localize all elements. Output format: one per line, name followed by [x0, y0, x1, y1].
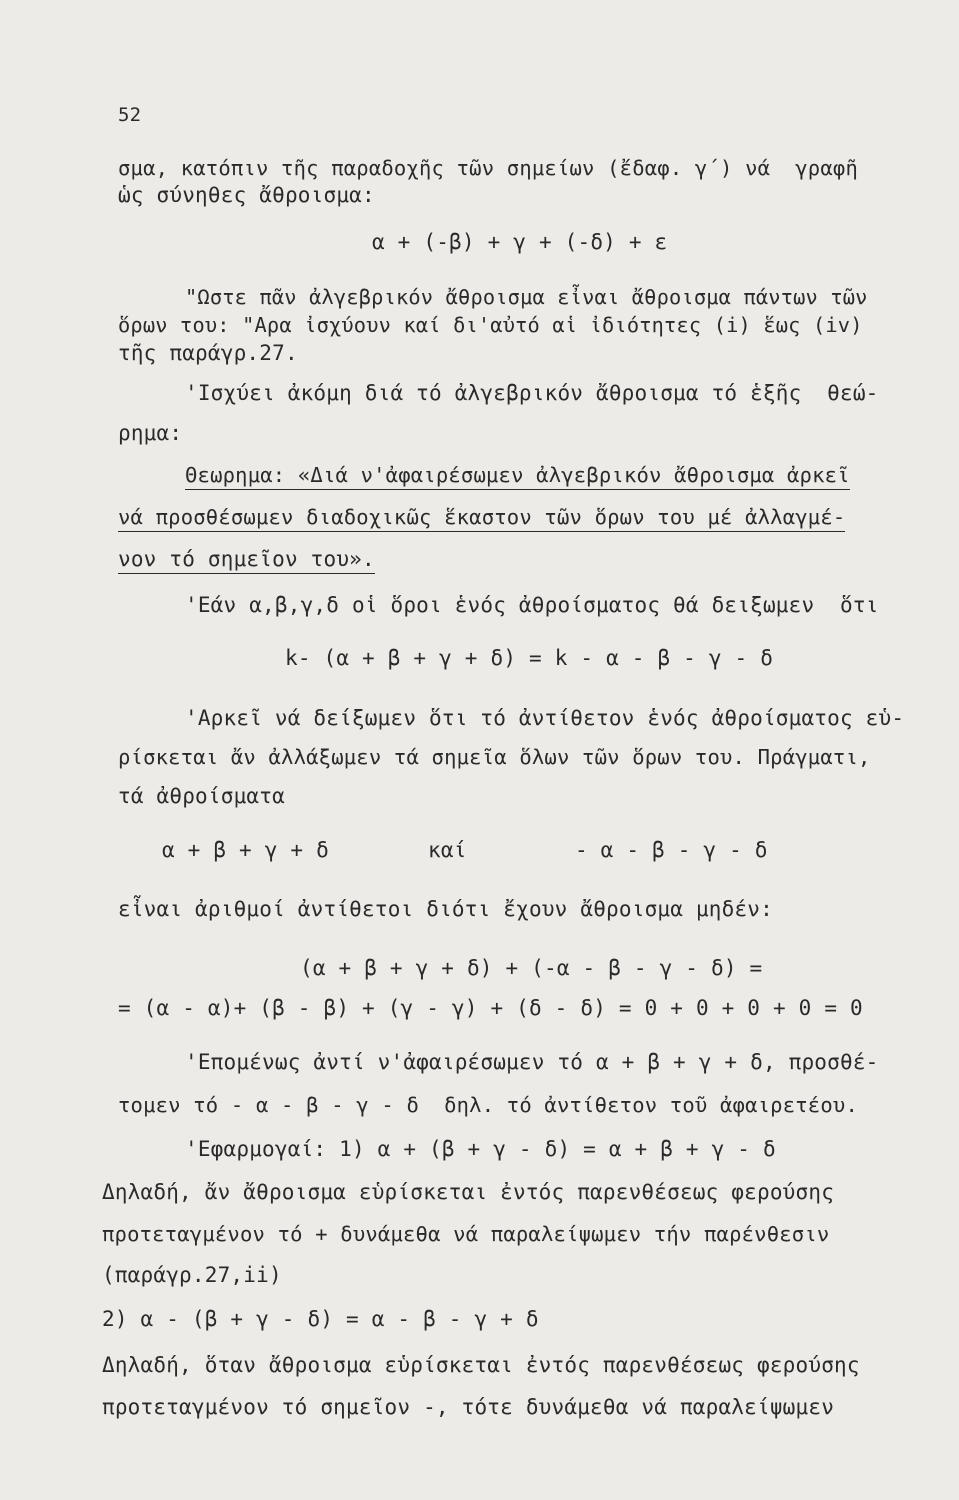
equation-line: (α + β + γ + δ) + (-α - β - γ - δ) =	[300, 956, 763, 980]
text-line: Δηλαδή, ἄν ἄθροισμα εὑρίσκεται ἐντός παρενθέσεως φερούσης	[102, 1180, 835, 1204]
equation-line: α + (-β) + γ + (-δ) + ε	[372, 230, 668, 254]
text-line: ὡς σύνηθες ἄθροισμα:	[118, 183, 375, 207]
theorem-line: νά προσθέσωμεν διαδοχικῶς ἕκαστον τῶν ὅρων του μέ ἀλλαγμέ-	[118, 505, 845, 532]
text-line: (παράγρ.27,ii)	[102, 1263, 282, 1287]
equation-line: = (α - α)+ (β - β) + (γ - γ) + (δ - δ) = 0 + 0 + 0 + 0 = 0	[118, 996, 863, 1020]
text-line: 'Επομένως ἀντί ν'ἀφαιρέσωμεν τό α + β + γ + δ, προσθέ-	[185, 1050, 879, 1074]
equation-word: καί	[428, 838, 467, 862]
text-line: τά ἀθροίσματα	[118, 784, 285, 808]
text-line: ρημα:	[118, 421, 183, 445]
theorem-line: Θεωρημα: «Διά ν'ἀφαιρέσωμεν ἀλγεβρικόν ἄθροισμα ἀρκεῖ	[185, 463, 850, 490]
text-line: προτεταγμένον τό σημεῖον -, τότε δυνάμεθα νά παραλείψωμεν	[102, 1395, 835, 1419]
equation-line: α + β + γ + δ	[162, 838, 329, 862]
text-line: τῆς παράγρ.27.	[118, 341, 298, 365]
text-line: ὅρων του: "Αρα ἰσχύουν καί δι'αὐτό αἱ ἰδιότητες (i) ἕως (iv)	[118, 313, 863, 337]
theorem-line: νον τό σημεῖον του».	[118, 547, 375, 574]
text-line: 'Εφαρμογαί: 1) α + (β + γ - δ) = α + β + γ - δ	[185, 1137, 776, 1161]
text-line: τομεν τό - α - β - γ - δ δηλ. τό ἀντίθετον τοῦ ἀφαιρετέου.	[118, 1093, 858, 1117]
equation-line: k- (α + β + γ + δ) = k - α - β - γ - δ	[285, 646, 774, 670]
text-line: 'Εάν α,β,γ,δ οἱ ὅροι ἑνός ἀθροίσματος θά δειξωμεν ὅτι	[185, 593, 879, 617]
text-line: "Ωστε πᾶν ἀλγεβρικόν ἄθροισμα εἶναι ἄθροισμα πάντων τῶν	[185, 285, 868, 309]
equation-line: 2) α - (β + γ - δ) = α - β - γ + δ	[102, 1307, 539, 1331]
text-line: ρίσκεται ἄν ἀλλάξωμεν τά σημεῖα ὅλων τῶν ὅρων του. Πράγματι,	[118, 745, 871, 769]
text-line: εἶναι ἀριθμοί ἀντίθετοι διότι ἔχουν ἄθροισμα μηδέν:	[118, 897, 773, 921]
text-line: Δηλαδή, ὅταν ἄθροισμα εὑρίσκεται ἐντός παρενθέσεως φερούσης	[102, 1353, 860, 1377]
text-line: σμα, κατόπιν τῆς παραδοχῆς τῶν σημείων (ἔδαφ. γ΄) νά γραφῆ	[118, 156, 858, 180]
equation-line: - α - β - γ - δ	[575, 838, 768, 862]
text-line: προτεταγμένον τό + δυνάμεθα νά παραλείψωμεν τήν παρένθεσιν	[102, 1222, 830, 1246]
text-line: 'Αρκεῖ νά δείξωμεν ὅτι τό ἀντίθετον ἑνός ἀθροίσματος εὑ-	[185, 706, 905, 730]
page-number: 52	[118, 104, 142, 126]
text-line: 'Ισχύει ἀκόμη διά τό ἀλγεβρικόν ἄθροισμα τό ἑξῆς θεώ-	[185, 381, 879, 405]
